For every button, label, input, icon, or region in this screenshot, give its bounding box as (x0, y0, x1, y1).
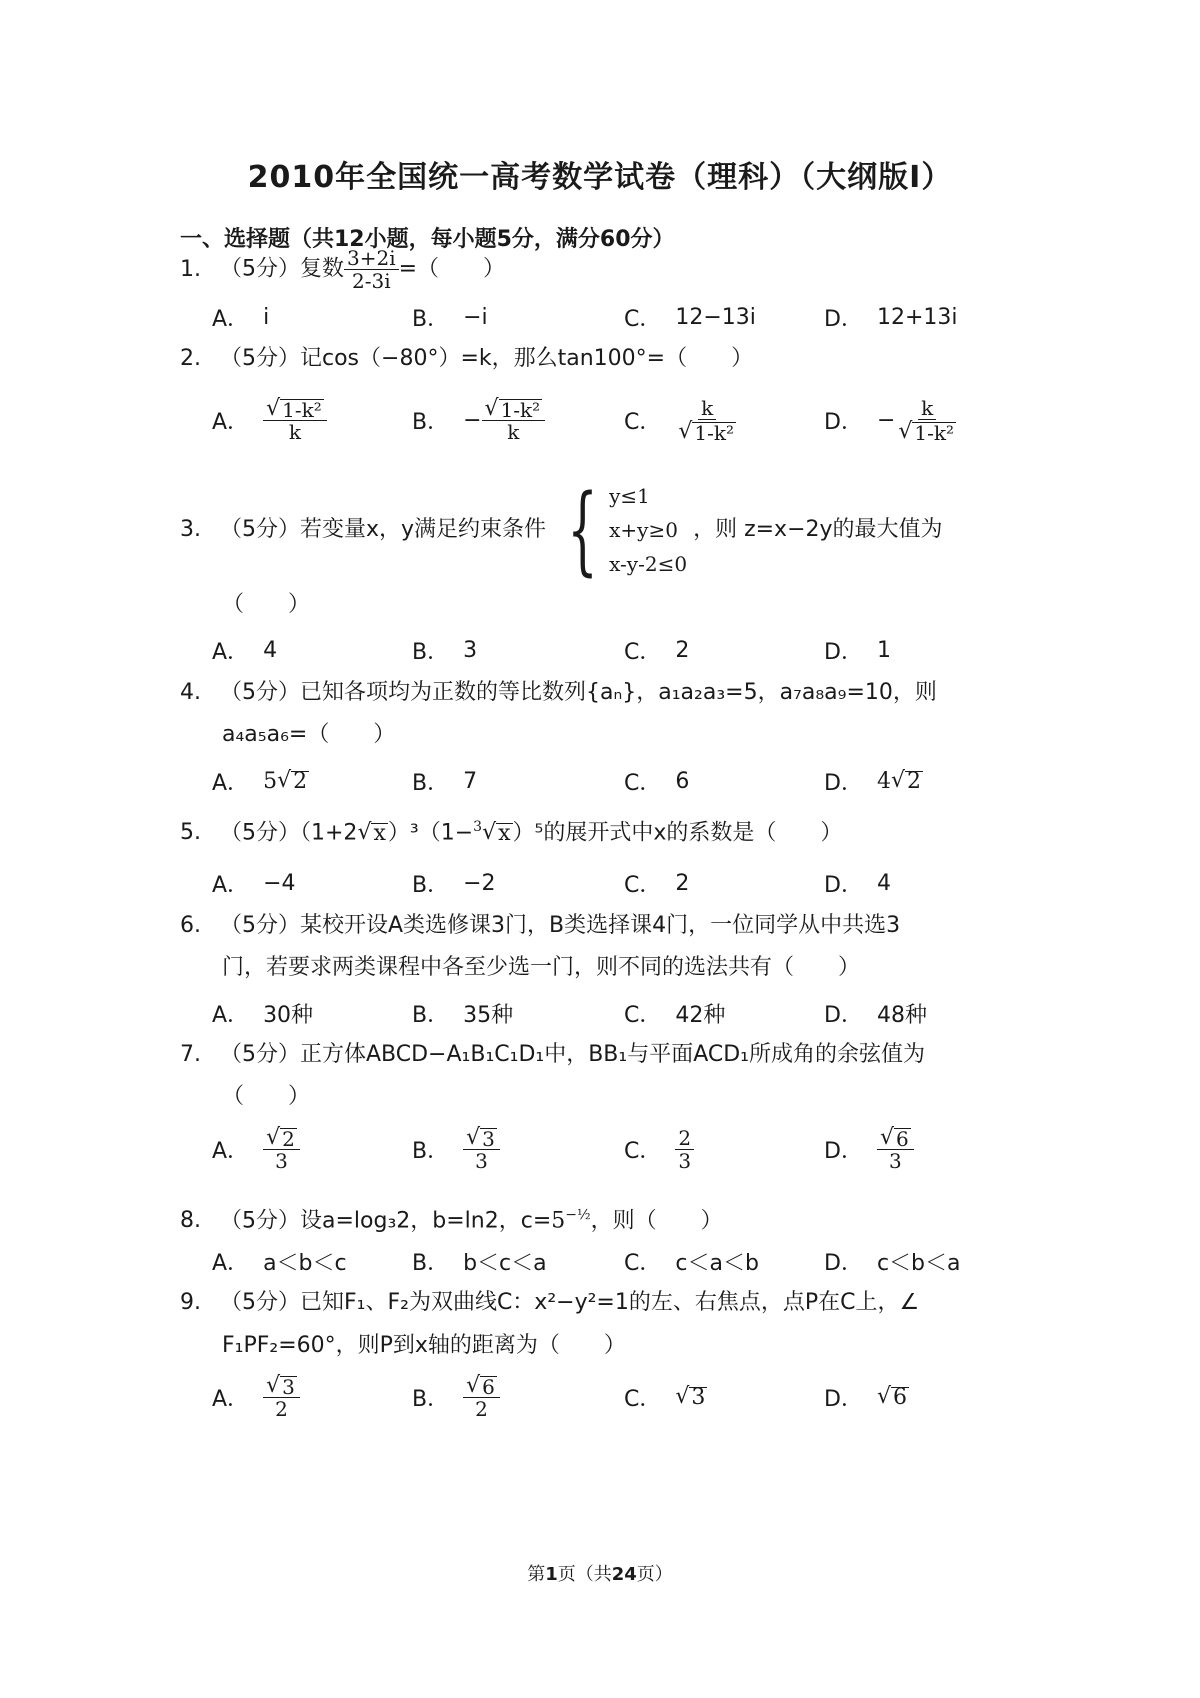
option-a[interactable]: A． 5 √ 2 (212, 768, 308, 796)
option-d[interactable]: D． √ 6 3 (824, 1132, 914, 1166)
option-c[interactable]: C． 2 (624, 637, 690, 665)
option-b[interactable]: B． −i (412, 304, 488, 332)
option-d[interactable]: D． 4 √ 2 (824, 768, 921, 796)
question-3: 3. （5分）若变量x，y满足约束条件 { y≤1 x+y≥0 x-y-2≤0 ，则 z=x−2y的最大值为 (180, 474, 943, 586)
question-number: 9. (180, 1290, 201, 1315)
option-d[interactable]: D． 4 (824, 870, 891, 898)
question-number: 4. (180, 680, 201, 705)
question-3-line2: （ ） (222, 592, 311, 617)
question-number: 6. (180, 913, 201, 938)
question-number: 3. (180, 517, 201, 542)
option-d[interactable]: D． √ 6 (824, 1384, 907, 1412)
question-7: 7. （5分）正方体ABCD−A₁B₁C₁D₁中，BB₁与平面ACD₁所成角的余弦值为 (180, 1040, 925, 1070)
question-9: 9. （5分）已知F₁、F₂为双曲线C：x²−y²=1的左、右焦点，点P在C上，∠ (180, 1288, 919, 1318)
fraction: √ 1-k² k (263, 397, 327, 444)
options-q3 (212, 633, 1012, 667)
options-q2 (212, 395, 1012, 446)
option-a[interactable]: A． √ 1-k² k (212, 403, 327, 437)
options-q1 (212, 300, 1012, 334)
option-a[interactable]: A． a＜b＜c (212, 1250, 347, 1276)
fraction: k √ 1-k² (898, 395, 955, 446)
option-d[interactable]: D． 1 (824, 637, 891, 665)
options-q6 (212, 996, 1012, 1030)
option-b[interactable]: B． √ 6 2 (412, 1380, 500, 1414)
question-6: 6. （5分）某校开设A类选修课3门，B类选择课4门，一位同学从中共选3 (180, 911, 900, 941)
constraint-system: { y≤1 x+y≥0 x-y-2≤0 (567, 474, 688, 586)
option-c[interactable]: C． c＜a＜b (624, 1250, 759, 1276)
option-c[interactable]: C． 12−13i (624, 304, 756, 332)
question-4: 4. （5分）已知各项均为正数的等比数列{aₙ}，a₁a₂a₃=5，a₇a₈a₉=10，则 (180, 678, 937, 708)
option-d[interactable]: D． 48种 (824, 1002, 927, 1028)
option-c[interactable]: C． $\frac{2}{3}$ (624, 1132, 694, 1166)
option-b[interactable]: B． b＜c＜a (412, 1250, 547, 1276)
option-a[interactable]: A． √ 3 2 (212, 1380, 300, 1414)
page-number: 1 (545, 1564, 558, 1585)
fraction: k √ 1-k² (678, 395, 735, 446)
section-heading: 一、选择题（共12小题，每小题5分，满分60分） (180, 227, 675, 252)
question-2: 2. （5分）记cos（−80°）=k，那么tan100°=（ ） (180, 344, 753, 374)
option-b[interactable]: B． − √ 1-k² k (412, 403, 545, 437)
option-c[interactable]: C． 6 (624, 768, 690, 796)
option-a[interactable]: A． i (212, 304, 270, 332)
option-d[interactable]: D． − k √ 1-k² (824, 403, 959, 437)
page-title: 2010年全国统一高考数学试卷（理科）（大纲版Ⅰ） (247, 160, 953, 195)
fraction: $\frac{3+2i}{2-3i}$ (344, 247, 399, 292)
question-number: 8. (180, 1208, 201, 1234)
option-c[interactable]: C． 2 (624, 870, 690, 898)
question-number: 5. (180, 820, 201, 846)
option-a[interactable]: A． √ 2 3 (212, 1132, 300, 1166)
question-7-line2: （ ） (222, 1084, 311, 1109)
option-b[interactable]: B． √ 3 3 (412, 1132, 500, 1166)
option-a[interactable]: A． 30种 (212, 1002, 314, 1028)
page-footer: 第1页（共24页） (527, 1564, 673, 1585)
option-b[interactable]: B． −2 (412, 870, 496, 898)
option-b[interactable]: B． 7 (412, 768, 478, 796)
options-q5 (212, 866, 1012, 900)
option-d[interactable]: D． c＜b＜a (824, 1250, 961, 1276)
option-a[interactable]: A． 4 (212, 637, 278, 665)
question-9-line2: F₁PF₂=60°，则P到x轴的距离为（ ） (222, 1333, 626, 1358)
question-number: 1. (180, 256, 201, 282)
options-q9 (212, 1373, 1012, 1422)
option-c[interactable]: C． √ 3 (624, 1384, 706, 1412)
option-a[interactable]: A． −4 (212, 870, 296, 898)
options-q8 (212, 1244, 1012, 1278)
fraction: √ 1-k² k (482, 397, 546, 444)
question-5: 5. （5分）（1+2 √ x ）³（1−$^3$ √ x ）⁵的展开式中x的系数是（ ） (180, 819, 843, 847)
option-d[interactable]: D． 12+13i (824, 304, 958, 332)
question-6-line2: 门，若要求两类课程中各至少选一门，则不同的选法共有（ ） (222, 955, 861, 980)
option-b[interactable]: B． 35种 (412, 1002, 514, 1028)
options-q4 (212, 764, 1012, 798)
question-4-line2: a₄a₅a₆=（ ） (222, 722, 396, 747)
question-number: 2. (180, 346, 201, 371)
page-total: 24 (611, 1564, 637, 1585)
question-8: 8. （5分）设a=log₃2，b=ln2，$c=5^{-\frac{1}{2}}$，则（ ） (180, 1200, 723, 1236)
option-c[interactable]: C． 42种 (624, 1002, 726, 1028)
option-c[interactable]: C． k √ 1-k² (624, 403, 739, 437)
question-number: 7. (180, 1042, 201, 1067)
option-b[interactable]: B． 3 (412, 637, 478, 665)
options-q7 (212, 1125, 1012, 1174)
question-1: 1. （5分）复数 $\frac{3+2i}{2-3i}$ =（ ） (180, 246, 506, 293)
